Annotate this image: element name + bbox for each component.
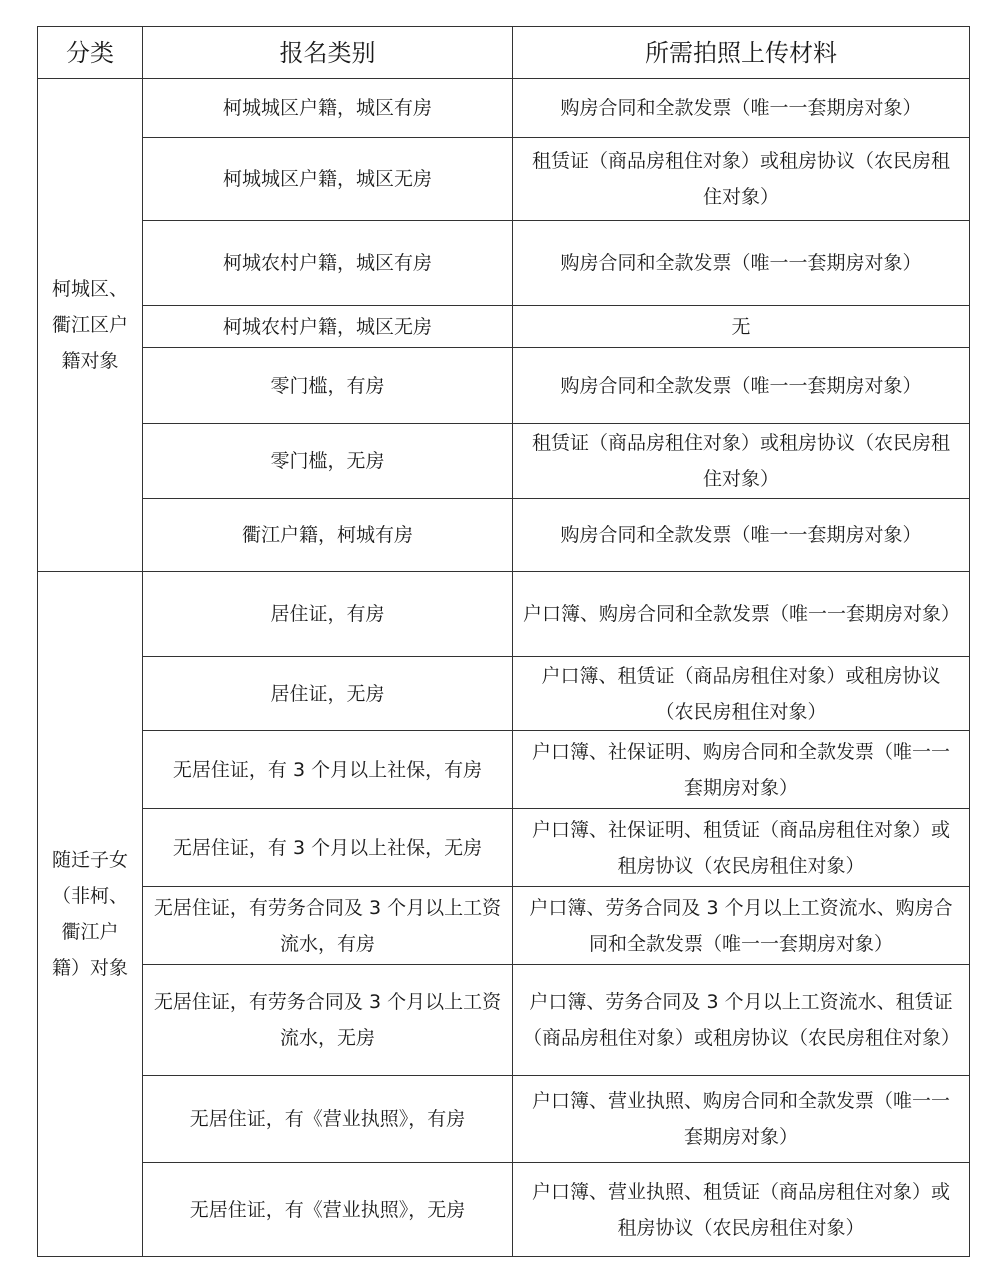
table-row	[38, 965, 970, 1076]
materials-cell: 户口簿、租赁证（商品房租住对象）或租房协议（农民房租住对象）	[513, 657, 970, 731]
category-cell-migrant: 随迁子女（非柯、衢江户籍）对象	[38, 572, 143, 1257]
materials-cell: 购房合同和全款发票（唯一一套期房对象）	[513, 79, 970, 138]
materials-cell: 无	[513, 306, 970, 348]
table-row	[38, 138, 970, 221]
table-row	[38, 657, 970, 731]
type-cell: 居住证，无房	[143, 657, 513, 731]
materials-cell: 户口簿、购房合同和全款发票（唯一一套期房对象）	[513, 572, 970, 657]
materials-cell: 户口簿、营业执照、购房合同和全款发票（唯一一套期房对象）	[513, 1076, 970, 1163]
table-row	[38, 306, 970, 348]
header-category: 分类	[38, 27, 143, 79]
materials-cell: 户口簿、劳务合同及 3 个月以上工资流水、租赁证（商品房租住对象）或租房协议（农民房租住对象）	[513, 965, 970, 1076]
materials-cell: 户口簿、社保证明、购房合同和全款发票（唯一一套期房对象）	[513, 731, 970, 809]
type-cell: 柯城城区户籍，城区有房	[143, 79, 513, 138]
type-cell: 无居住证，有《营业执照》，有房	[143, 1076, 513, 1163]
table-row	[38, 348, 970, 424]
table-row	[38, 731, 970, 809]
type-cell: 衢江户籍，柯城有房	[143, 499, 513, 572]
type-cell: 零门槛，有房	[143, 348, 513, 424]
type-cell: 无居住证，有《营业执照》，无房	[143, 1163, 513, 1257]
materials-cell: 户口簿、营业执照、租赁证（商品房租住对象）或租房协议（农民房租住对象）	[513, 1163, 970, 1257]
type-cell: 零门槛，无房	[143, 424, 513, 499]
table-row	[38, 221, 970, 306]
materials-cell: 购房合同和全款发票（唯一一套期房对象）	[513, 499, 970, 572]
type-cell: 无居住证，有劳务合同及 3 个月以上工资流水，有房	[143, 887, 513, 965]
table-row	[38, 499, 970, 572]
table-row	[38, 79, 970, 138]
category-cell-local: 柯城区、衢江区户籍对象	[38, 79, 143, 572]
header-enrollment-type: 报名类别	[143, 27, 513, 79]
materials-cell: 户口簿、劳务合同及 3 个月以上工资流水、购房合同和全款发票（唯一一套期房对象）	[513, 887, 970, 965]
table-row	[38, 809, 970, 887]
table-row	[38, 1076, 970, 1163]
materials-cell: 购房合同和全款发票（唯一一套期房对象）	[513, 348, 970, 424]
table-row	[38, 887, 970, 965]
materials-cell: 租赁证（商品房租住对象）或租房协议（农民房租住对象）	[513, 424, 970, 499]
header-required-materials: 所需拍照上传材料	[513, 27, 970, 79]
header-row	[38, 27, 970, 79]
materials-cell: 租赁证（商品房租住对象）或租房协议（农民房租住对象）	[513, 138, 970, 221]
type-cell: 无居住证，有劳务合同及 3 个月以上工资流水，无房	[143, 965, 513, 1076]
type-cell: 柯城农村户籍，城区有房	[143, 221, 513, 306]
table-row	[38, 572, 970, 657]
type-cell: 无居住证，有 3 个月以上社保，有房	[143, 731, 513, 809]
type-cell: 柯城农村户籍，城区无房	[143, 306, 513, 348]
type-cell: 居住证，有房	[143, 572, 513, 657]
type-cell: 无居住证，有 3 个月以上社保，无房	[143, 809, 513, 887]
table-row	[38, 424, 970, 499]
materials-cell: 购房合同和全款发票（唯一一套期房对象）	[513, 221, 970, 306]
enrollment-materials-table	[37, 26, 970, 1257]
materials-cell: 户口簿、社保证明、租赁证（商品房租住对象）或租房协议（农民房租住对象）	[513, 809, 970, 887]
table-row	[38, 1163, 970, 1257]
type-cell: 柯城城区户籍，城区无房	[143, 138, 513, 221]
